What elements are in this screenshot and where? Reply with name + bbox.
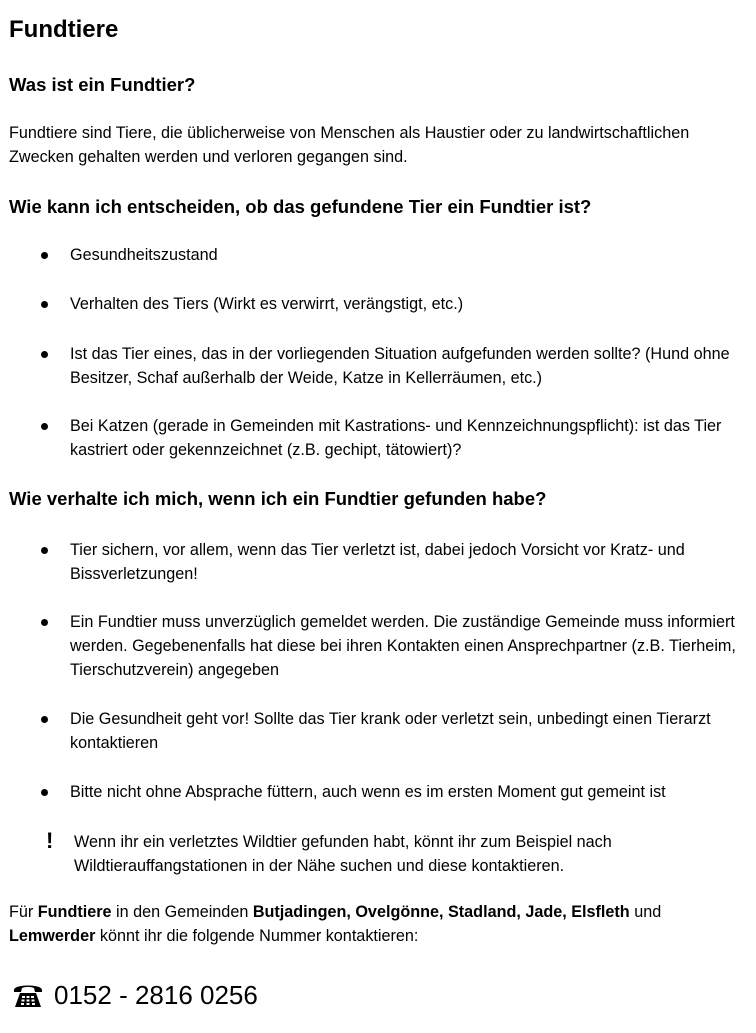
warning-text: Wenn ihr ein verletztes Wildtier gefunden habt, könnt ihr zum Beispiel nach Wildtierauffangstationen in der Nähe suchen und diese kontaktieren. (74, 833, 612, 875)
bullet-icon (41, 547, 48, 554)
telephone-icon (12, 981, 44, 1009)
section-heading-how-to-behave: Wie verhalte ich mich, wenn ich ein Fundtier gefunden habe? (9, 488, 547, 509)
bullet-icon (41, 252, 48, 259)
list-item-text: Die Gesundheit geht vor! Sollte das Tier krank oder verletzt sein, unbedingt einen Tierarzt kontaktieren (70, 710, 711, 752)
bullet-icon (41, 789, 48, 796)
bullet-icon (41, 423, 48, 430)
bullet-icon (41, 716, 48, 723)
contact-text (9, 900, 749, 948)
list-item-text: Ein Fundtier muss unverzüglich gemeldet werden. Die zuständige Gemeinde muss informiert werden. Gegebenenfalls hat diese bei ihren Kontakten einen Ansprechpartner (z.B. Tierheim, Tierschutzverein) angegeben (70, 613, 736, 679)
section-text-definition: Fundtiere sind Tiere, die üblicherweise von Menschen als Haustier oder zu landwirtschaftlichen Zwecken gehalten werden und verloren gegangen sind. (9, 124, 690, 166)
contact-text-part: in den Gemeinden (111, 903, 253, 921)
phone-contact (12, 978, 258, 1012)
list-item-text: Bei Katzen (gerade in Gemeinden mit Kastrations- und Kennzeichnungspflicht): ist das Tier kastriert oder gekennzeichnet (z.B. gechipt, tätowiert)? (70, 417, 722, 459)
phone-number[interactable]: 0152 - 2816 0256 (54, 980, 258, 1010)
contact-text-part: Für (9, 903, 38, 921)
section-heading-what-is: Was ist ein Fundtier? (9, 74, 196, 95)
list-item-text: Ist das Tier eines, das in der vorliegenden Situation aufgefunden werden sollte? (Hund ohne Besitzer, Schaf außerhalb der Weide, Katze in Kellerräumen, etc.) (70, 345, 730, 387)
bullet-icon (41, 351, 48, 358)
list-item-text: Verhalten des Tiers (Wirkt es verwirrt, verängstigt, etc.) (70, 295, 464, 313)
list-item-text: Bitte nicht ohne Absprache füttern, auch wenn es im ersten Moment gut gemeint ist (70, 783, 666, 801)
section-heading-how-to-decide: Wie kann ich entscheiden, ob das gefundene Tier ein Fundtier ist? (9, 196, 592, 217)
contact-municipalities: Butjadingen, Ovelgönne, Stadland, Jade, Elsfleth (252, 903, 630, 921)
list-item-text: Tier sichern, vor allem, wenn das Tier verletzt ist, dabei jedoch Vorsicht vor Kratz- und Bissverletzungen! (70, 541, 685, 583)
contact-text-part: und (629, 903, 662, 921)
exclamation-icon: ! (46, 828, 54, 853)
contact-text-part: könnt ihr die folgende Nummer kontaktieren: (95, 927, 419, 945)
bullet-icon (41, 301, 48, 308)
bullet-icon (41, 619, 48, 626)
page-title: Fundtiere (9, 16, 119, 43)
list-item-text: Gesundheitszustand (70, 246, 218, 264)
contact-text-bold: Fundtiere (37, 903, 112, 921)
contact-municipality-lemwerder: Lemwerder (9, 927, 96, 945)
